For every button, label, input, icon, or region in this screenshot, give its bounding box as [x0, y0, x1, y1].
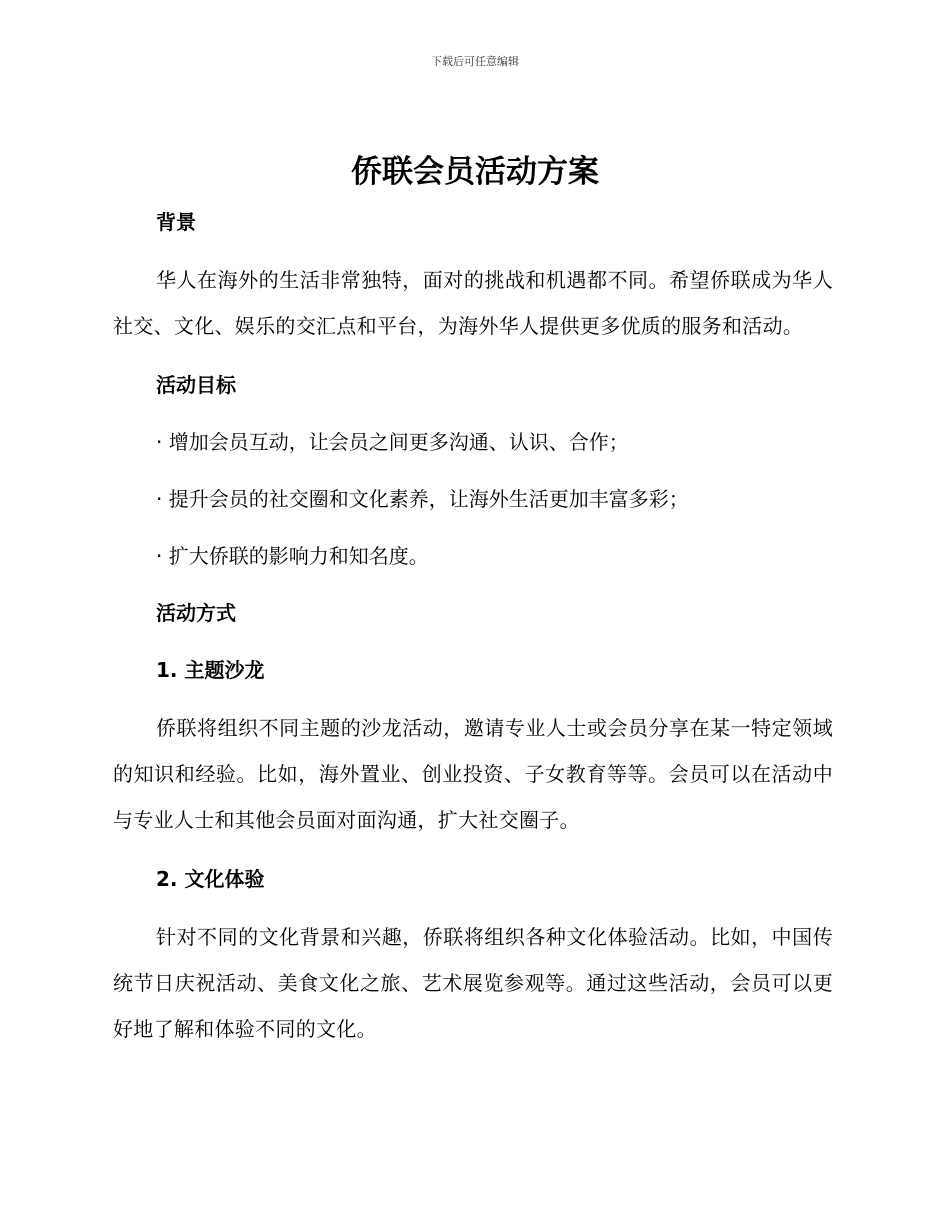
- section-heading-background: 背景: [156, 210, 196, 234]
- section-heading-goals: 活动目标: [156, 373, 236, 397]
- background-paragraph: 华人在海外的生活非常独特，面对的挑战和机遇都不同。希望侨联成为华人社交、文化、娱乐的交汇点和平台，为海外华人提供更多优质的服务和活动。: [113, 268, 833, 338]
- method-paragraph-culture: 针对不同的文化背景和兴趣，侨联将组织各种文化体验活动。比如，中国传统节日庆祝活动、美食文化之旅、艺术展览参观等。通过这些活动，会员可以更好地了解和体验不同的文化。: [113, 925, 833, 1041]
- method-heading-culture: 2. 文化体验: [156, 867, 265, 891]
- goal-bullet-item: · 提升会员的社交圈和文化素养，让海外生活更加丰富多彩；: [156, 487, 689, 511]
- document-body: [113, 200, 833, 1052]
- method-heading-salon: 1. 主题沙龙: [156, 658, 265, 682]
- section-heading-methods: 活动方式: [156, 601, 236, 625]
- method-paragraph-salon: 侨联将组织不同主题的沙龙活动，邀请专业人士或会员分享在某一特定领域的知识和经验。比如，海外置业、创业投资、子女教育等等。会员可以在活动中与专业人士和其他会员面对面沟通，扩大社交圈子。: [113, 716, 833, 832]
- goal-bullet-item: · 增加会员互动，让会员之间更多沟通、认识、合作；: [156, 430, 629, 454]
- document-title: 侨联会员活动方案: [351, 154, 599, 190]
- goal-bullet-item: · 扩大侨联的影响力和知名度。: [156, 544, 429, 568]
- header-note: 下载后可任意编辑: [431, 55, 519, 68]
